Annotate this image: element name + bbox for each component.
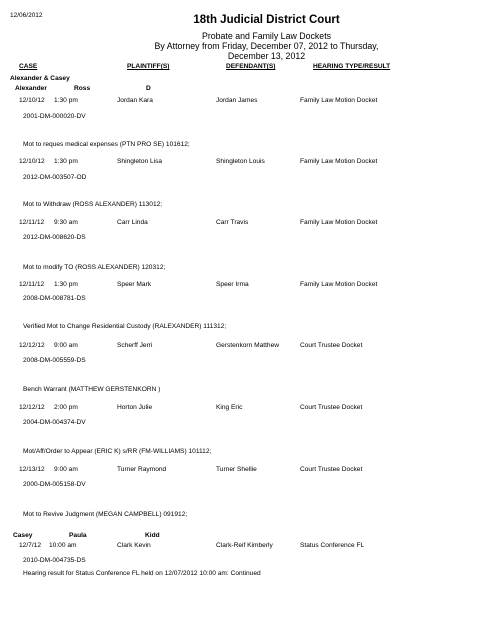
entry-date: 12/11/12 xyxy=(19,219,45,226)
attorney-first-name: Casey xyxy=(13,532,33,539)
entry-plaintiff: Horton Julie xyxy=(117,404,153,411)
entry-hearing-type: Court Trustee Docket xyxy=(300,466,363,473)
report-subtitle: Probate and Family Law Dockets xyxy=(201,31,332,41)
col-header-plaintiff: PLAINTIFF(S) xyxy=(127,63,170,70)
entry-case-number: 2012-DM-008620-DS xyxy=(23,234,86,241)
attorney-last-name: D xyxy=(146,85,151,92)
entry-note: Mot to reques medical expenses (PTN PRO SE) 101612; xyxy=(23,141,190,148)
entry-hearing-type: Court Trustee Docket xyxy=(300,342,363,349)
entry-defendant: Turner Shellie xyxy=(216,466,257,473)
entry-case-number: 2012-DM-003507-OD xyxy=(23,174,87,181)
entry-time: 1:30 pm xyxy=(54,97,78,104)
entry-plaintiff: Turner Raymond xyxy=(117,466,167,473)
entry-case-number: 2004-DM-004374-DV xyxy=(23,419,86,426)
entry-time: 9:30 am xyxy=(54,219,78,226)
entry-date: 12/12/12 xyxy=(19,404,45,411)
entry-time: 2:00 pm xyxy=(54,404,78,411)
entry-plaintiff: Shingleton Lisa xyxy=(117,158,163,165)
print-date: 12/06/2012 xyxy=(10,12,43,19)
col-header-hearing: HEARING TYPE/RESULT xyxy=(313,63,391,70)
entry-plaintiff: Carr Linda xyxy=(117,219,148,226)
entry-note: Mot to Withdraw (ROSS ALEXANDER) 113012; xyxy=(23,201,163,208)
entry-note: Mot to Revive Judgment (MEGAN CAMPBELL) 091912; xyxy=(23,511,188,518)
entry-plaintiff: Speer Mark xyxy=(117,281,152,288)
entry-defendant: Gerstenkorn Matthew xyxy=(216,342,280,349)
attorney-last-name: Kidd xyxy=(145,532,160,539)
entry-date: 12/10/12 xyxy=(19,97,45,104)
entry-case-number: 2008-DM-005559-DS xyxy=(23,357,86,364)
col-header-defendant: DEFENDANT(S) xyxy=(226,63,276,70)
entry-hearing-type: Family Law Motion Docket xyxy=(300,158,378,165)
entry-case-number: 2008-DM-008781-DS xyxy=(23,295,86,302)
entry-plaintiff: Scherff Jerri xyxy=(117,342,153,349)
entry-defendant: Jordan James xyxy=(216,97,258,104)
attorney-group-line1: Alexander & Casey xyxy=(10,75,70,82)
entry-defendant: Carr Travis xyxy=(216,219,249,226)
entry-defendant: King Eric xyxy=(216,404,243,411)
entry-plaintiff: Jordan Kara xyxy=(117,97,153,104)
entry-date: 12/12/12 xyxy=(19,342,45,349)
entry-hearing-type: Family Law Motion Docket xyxy=(300,97,378,104)
entry-time: 9:00 am xyxy=(54,466,78,473)
entry-note: Bench Warrant (MATTHEW GERSTENKORN ) xyxy=(23,386,161,393)
date-range-line1: By Attorney from Friday, December 07, 2012 to Thursday, xyxy=(154,41,379,51)
entry-date: 12/7/12 xyxy=(19,542,41,549)
entry-hearing-type: Status Conference FL xyxy=(300,542,365,549)
court-title: 18th Judicial District Court xyxy=(193,14,340,26)
entry-case-number: 2010-DM-004735-DS xyxy=(23,557,86,564)
entry-hearing-type: Family Law Motion Docket xyxy=(300,219,378,226)
date-range-line2: December 13, 2012 xyxy=(227,51,306,61)
entry-case-number: 2001-DM-000020-DV xyxy=(23,113,86,120)
entry-note: Hearing result for Status Conference FL held on 12/07/2012 10:00 am: Continued xyxy=(23,570,261,577)
entry-time: 1:30 pm xyxy=(54,158,78,165)
entry-date: 12/10/12 xyxy=(19,158,45,165)
entry-note: Mot to modify TO (ROSS ALEXANDER) 120312; xyxy=(23,264,166,271)
entry-note: Mot/Aff/Order to Appear (ERIC K) s/RR (FM-WILLIAMS) 101112; xyxy=(23,448,212,455)
entry-time: 10:00 am xyxy=(49,542,77,549)
entry-hearing-type: Court Trustee Docket xyxy=(300,404,363,411)
entry-defendant: Shingleton Louis xyxy=(216,158,265,165)
attorney-middle-name: Paula xyxy=(69,532,87,539)
entry-time: 9:00 am xyxy=(54,342,78,349)
entry-defendant: Speer Irma xyxy=(216,281,249,288)
attorney-middle-name: Ross xyxy=(74,85,91,92)
entry-hearing-type: Family Law Motion Docket xyxy=(300,281,378,288)
entry-defendant: Clark-Reif Kimberly xyxy=(216,542,273,549)
entry-note: Verified Mot to Change Residential Custody (RALEXANDER) 111312; xyxy=(23,323,227,330)
entry-case-number: 2000-DM-005158-DV xyxy=(23,481,86,488)
attorney-first-name: Alexander xyxy=(15,85,47,92)
col-header-case: CASE xyxy=(19,63,38,70)
entry-date: 12/13/12 xyxy=(19,466,45,473)
entry-plaintiff: Clark Kevin xyxy=(117,542,151,549)
entry-time: 1:30 pm xyxy=(54,281,78,288)
entry-date: 12/11/12 xyxy=(19,281,45,288)
